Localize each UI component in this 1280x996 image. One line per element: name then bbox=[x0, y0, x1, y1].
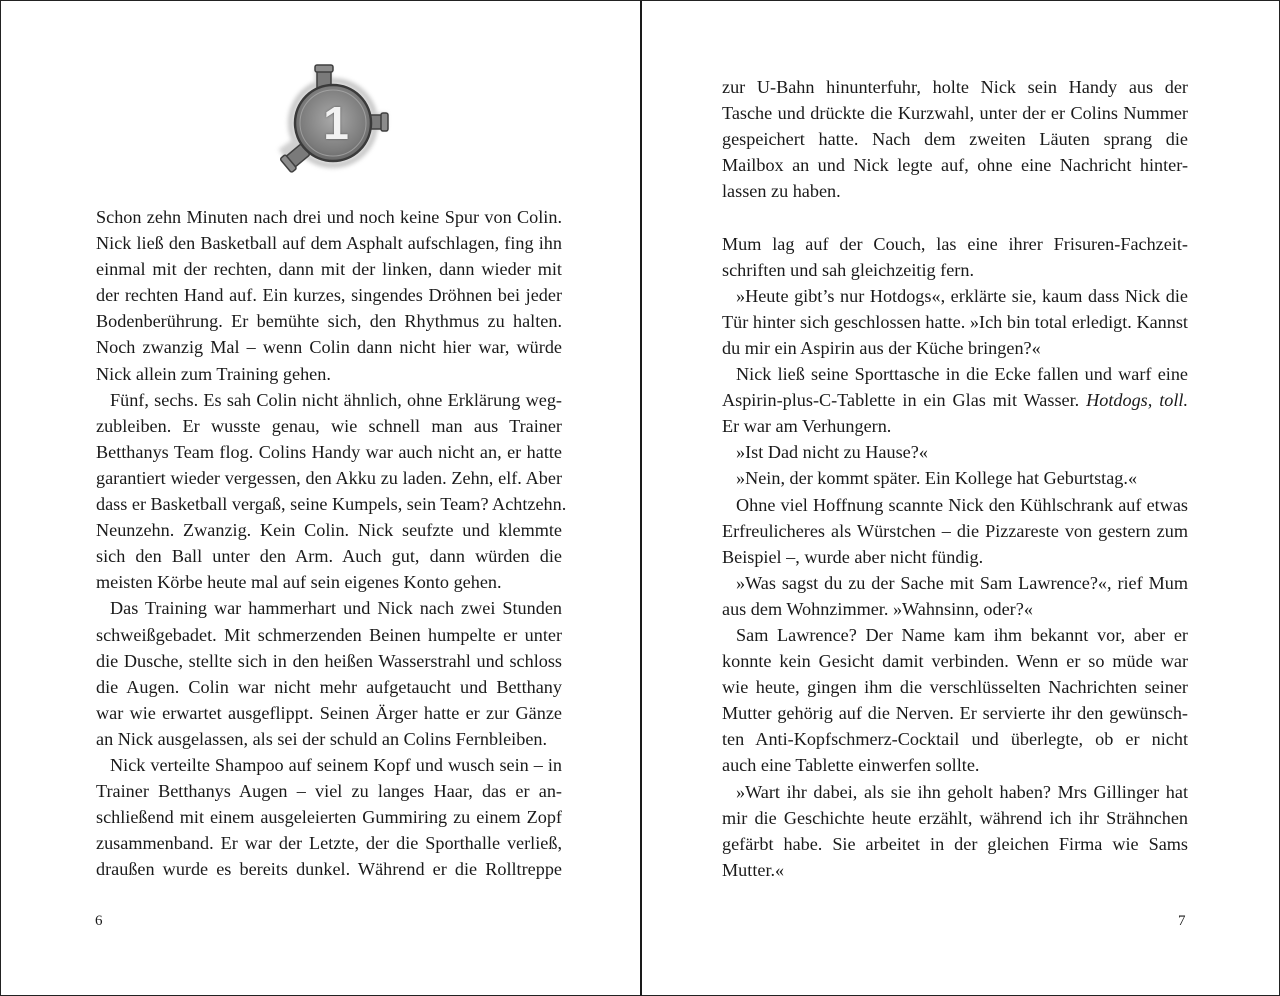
chapter-number: 1 bbox=[323, 97, 349, 149]
text-line: Tasche und drückte die Kurzwahl, unter der er Colins Nummer bbox=[722, 103, 1188, 124]
text-line: Nick verteilte Shampoo auf seinem Kopf und wusch sein – in bbox=[110, 754, 562, 775]
left-text-block bbox=[96, 204, 567, 882]
text-line: Tür hinter sich geschlossen hatte. »Ich bin total erledigt. Kannst bbox=[722, 311, 1188, 332]
text-line: Fünf, sechs. Es sah Colin nicht ähnlich, ohne Erklärung weg- bbox=[110, 389, 562, 410]
paragraph bbox=[722, 74, 1188, 204]
text-line: meisten Körbe heute mal auf sein eigenes Konto gehen. bbox=[96, 572, 502, 593]
text-line: »Heute gibt’s nur Hotdogs«, erklärte sie, kaum dass Nick die bbox=[736, 285, 1188, 306]
text-line: an Nick ausgelassen, als sei der schuld an Colins Fernbleiben. bbox=[96, 728, 548, 749]
text-line: einmal mit der rechten, dann mit der linken, dann wieder mit bbox=[96, 259, 562, 280]
paragraph bbox=[722, 231, 1188, 283]
right-page bbox=[642, 1, 1280, 996]
text-line: lassen zu haben. bbox=[722, 181, 841, 202]
text-line: zur U-Bahn hinunterfuhr, holte Nick sein Handy aus der bbox=[722, 77, 1188, 97]
text-line: Mailbox an und Nick legte auf, ohne eine Nachricht hinter- bbox=[722, 155, 1188, 176]
paragraph bbox=[722, 622, 1188, 779]
text-line: Nick ließ den Basketball auf dem Asphalt aufschlagen, fing ihn bbox=[96, 233, 562, 254]
paragraph bbox=[722, 492, 1188, 570]
text-line: draußen wurde es bereits dunkel. Während er die Rolltreppe bbox=[96, 859, 562, 880]
text-line: »Was sagst du zu der Sache mit Sam Lawrence?«, rief Mum bbox=[736, 572, 1188, 593]
text-line: Er war am Verhungern. bbox=[722, 416, 892, 437]
text-line: gefärbt habe. Sie arbeitet in der gleichen Firma wie Sams bbox=[722, 833, 1188, 854]
text-line: Nick allein zum Training gehen. bbox=[96, 363, 331, 384]
text-line: mir die Geschichte heute erzählt, während ich ihr Strähnchen bbox=[722, 807, 1188, 828]
paragraph bbox=[722, 779, 1188, 883]
text-line: schließend mit einem ausgeleierten Gummiring zu einem Zopf bbox=[96, 807, 562, 828]
text-line: zusammenband. Er war der Letzte, der die Sporthalle verließ, bbox=[96, 833, 562, 854]
page-number-left: 6 bbox=[95, 913, 103, 929]
text-line: Aspirin-plus-C-Tablette in ein Glas mit Wasser. Hotdogs, toll. bbox=[722, 390, 1188, 411]
text-line: gespeichert hatte. Nach dem zweiten Läuten sprang die bbox=[722, 129, 1188, 150]
paragraph bbox=[96, 752, 562, 882]
text-line: »Wart ihr dabei, als sie ihn geholt haben? Mrs Gillinger hat bbox=[736, 781, 1188, 802]
paragraph bbox=[96, 387, 567, 596]
paragraph bbox=[722, 465, 1188, 491]
paragraph bbox=[722, 361, 1188, 439]
text-line: aus dem Wohnzimmer. »Wahnsinn, oder?« bbox=[722, 598, 1033, 619]
right-text-block bbox=[722, 74, 1188, 883]
text-line: sich den Ball unter den Arm. Auch gut, dann würden die bbox=[96, 546, 562, 567]
text-line: Trainer Betthanys Augen – viel zu langes Haar, das er an- bbox=[96, 781, 562, 802]
text-line: »Nein, der kommt später. Ein Kollege hat Geburtstag.« bbox=[736, 468, 1138, 489]
left-page bbox=[1, 1, 640, 996]
chapter-emblem bbox=[271, 61, 397, 181]
text-line: Mutter gehörig auf die Nerven. Er servierte ihr den gewünsch- bbox=[722, 703, 1188, 724]
text-line: auch eine Tablette einwerfen sollte. bbox=[722, 755, 980, 776]
text-line: Ohne viel Hoffnung scannte Nick den Kühlschrank auf etwas bbox=[736, 494, 1188, 515]
text-line: dass er Basketball vergaß, seine Kumpels, sein Team? Achtzehn. bbox=[96, 494, 567, 515]
text-line: schriften und sah gleichzeitig fern. bbox=[722, 259, 975, 280]
text-line: ten Anti-Kopfschmerz-Cocktail und überlegte, ob er nicht bbox=[722, 729, 1188, 750]
text-line: Noch zwanzig Mal – wenn Colin dann nicht hier war, würde bbox=[96, 337, 562, 358]
text-line: Neunzehn. Zwanzig. Kein Colin. Nick seufzte und klemmte bbox=[96, 520, 562, 541]
paragraph bbox=[96, 204, 562, 387]
text-line: Mutter.« bbox=[722, 859, 785, 880]
paragraph bbox=[722, 283, 1188, 361]
text-line: konnte kein Gesicht damit verbinden. Wenn er so müde war bbox=[722, 651, 1188, 672]
paragraph bbox=[96, 595, 562, 752]
text-line: Schon zehn Minuten nach drei und noch keine Spur von Colin. bbox=[96, 207, 562, 227]
text-line: Erfreulicheres als Würstchen – die Pizzareste von gestern zum bbox=[722, 520, 1188, 541]
text-line: zubleiben. Er wusste genau, wie schnell man aus Trainer bbox=[96, 415, 562, 436]
text-line: Mum lag auf der Couch, las eine ihrer Frisuren-Fachzeit- bbox=[722, 233, 1188, 254]
paragraph bbox=[722, 439, 1188, 465]
text-line: Nick ließ seine Sporttasche in die Ecke fallen und warf eine bbox=[736, 364, 1188, 385]
text-line: du mir ein Aspirin aus der Küche bringen?« bbox=[722, 337, 1041, 358]
text-line: Das Training war hammerhart und Nick nach zwei Stunden bbox=[110, 598, 562, 619]
text-line: »Ist Dad nicht zu Hause?« bbox=[736, 442, 928, 463]
text-line: Bodenberührung. Er bemühte sich, den Rhythmus zu halten. bbox=[96, 311, 562, 332]
page-number-right: 7 bbox=[1178, 913, 1186, 929]
text-line: Betthanys Team flog. Colins Handy war auch nicht an, er hatte bbox=[96, 441, 562, 462]
paragraph bbox=[722, 570, 1188, 622]
text-line: schweißgebadet. Mit schmerzenden Beinen humpelte er unter bbox=[96, 624, 562, 645]
text-line: war wie erwartet ausgeflippt. Seinen Ärger hatte er zur Gänze bbox=[96, 702, 562, 723]
text-line: die Dusche, stellte sich in den heißen Wasserstrahl und schloss bbox=[96, 650, 562, 671]
text-line: der rechten Hand auf. Ein kurzes, singendes Dröhnen bei jeder bbox=[96, 285, 562, 306]
text-line: die Augen. Colin war nicht mehr aufgetaucht und Betthany bbox=[96, 676, 562, 697]
text-line: garantiert wieder vergessen, den Akku zu laden. Zehn, elf. Aber bbox=[96, 467, 562, 488]
text-line: Beispiel –, wurde aber nicht fündig. bbox=[722, 546, 984, 567]
text-line: wie heute, gingen ihm die verschlüsselten Nachrichten seiner bbox=[722, 677, 1188, 698]
text-line: Sam Lawrence? Der Name kam ihm bekannt vor, aber er bbox=[736, 624, 1188, 645]
